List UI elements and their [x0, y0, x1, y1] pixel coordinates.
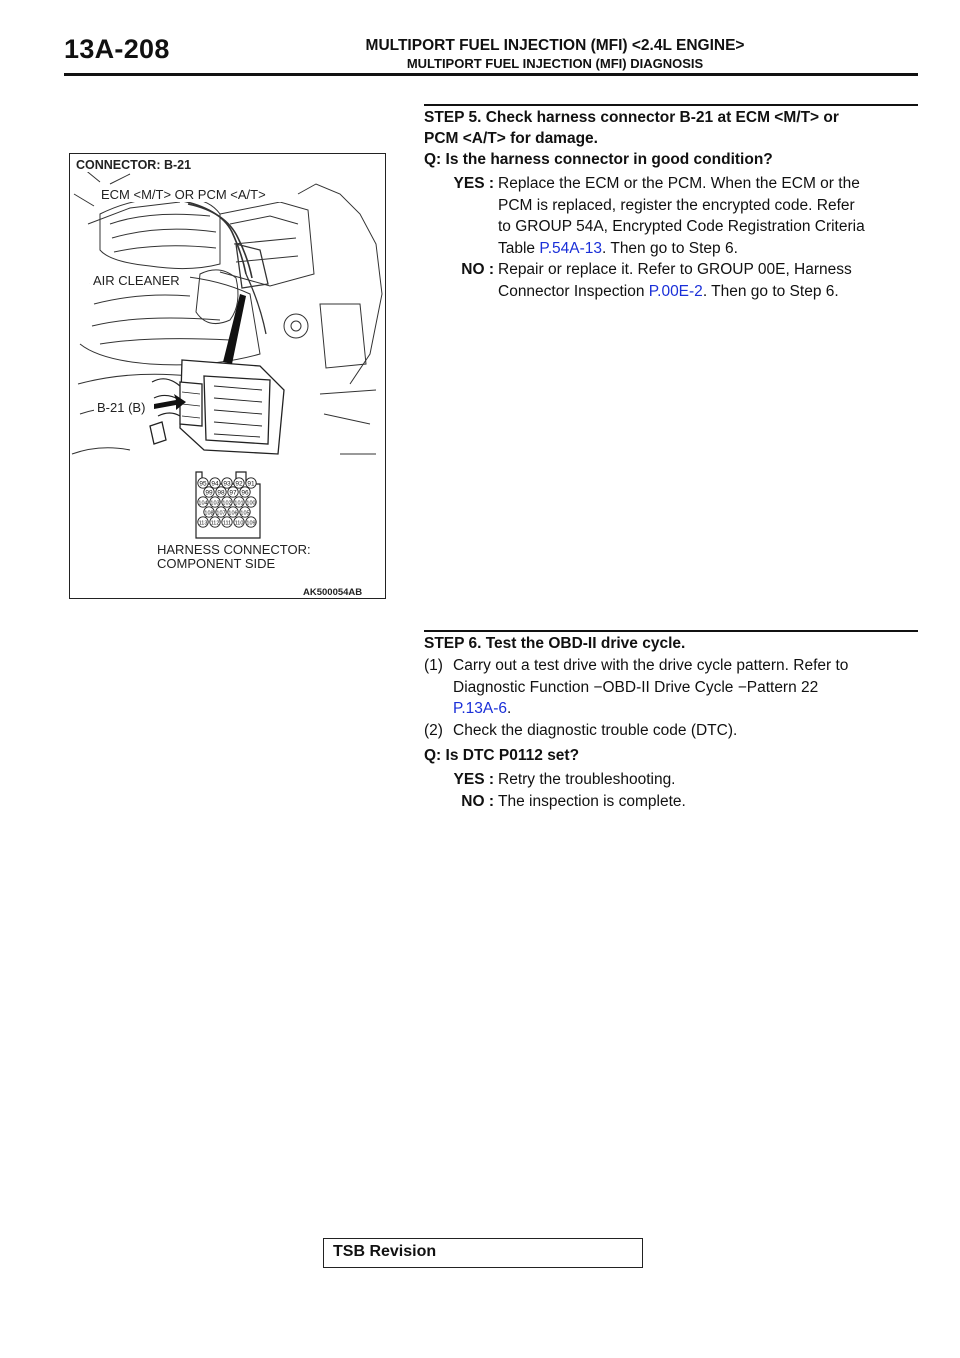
- section-subtitle: MULTIPORT FUEL INJECTION (MFI) DIAGNOSIS: [406, 56, 704, 71]
- step5-yes-line4: [498, 238, 922, 260]
- connector-label: CONNECTOR: B-21: [76, 158, 192, 172]
- pin-label: 105: [240, 510, 250, 517]
- harness-label-line1: HARNESS CONNECTOR:: [157, 542, 311, 557]
- step5-no-line1: Repair or replace it. Refer to GROUP 00E, Harness: [498, 261, 852, 278]
- pin-label: 104: [198, 500, 208, 507]
- step5-no-line2: [498, 281, 922, 303]
- pointer-arrow: [223, 294, 246, 364]
- step5-yes-line1: Replace the ECM or the PCM. When the ECM or the: [498, 175, 860, 192]
- step5-heading-line1: STEP 5. Check harness connector B-21 at ECM <M/T> or: [424, 109, 839, 126]
- pin-label: 106: [228, 510, 238, 517]
- pin-label: 102: [222, 500, 232, 507]
- tsb-revision-label: TSB Revision: [333, 1243, 437, 1260]
- step5-rule: [424, 104, 918, 106]
- pin-label: 109: [246, 520, 256, 527]
- text-span: . Then go to Step 6.: [602, 239, 738, 257]
- pin-label: 96: [241, 489, 249, 497]
- ecm-label: ECM <M/T> OR PCM <A/T>: [101, 187, 266, 202]
- step6-heading: STEP 6. Test the OBD-II drive cycle.: [424, 635, 686, 652]
- ref-link-13a-6[interactable]: P.13A-6: [453, 700, 508, 717]
- figure-code: AK500054AB: [303, 587, 363, 598]
- step5-heading-line2: PCM <A/T> for damage.: [424, 130, 598, 147]
- pin-label: 98: [217, 489, 225, 497]
- pin-label: 113: [198, 520, 208, 527]
- step6-item2-number: (2): [424, 721, 443, 739]
- pin-label: 107: [216, 510, 226, 517]
- pin-label: 111: [222, 520, 232, 527]
- pin-label: 101: [234, 500, 244, 507]
- step6-item1-line2: Diagnostic Function −OBD-II Drive Cycle −Pattern 22: [453, 678, 819, 696]
- connector-figure: [69, 153, 386, 599]
- header-rule: [64, 73, 918, 76]
- step5-yes-line2: PCM is replaced, register the encrypted code. Refer: [498, 196, 855, 214]
- step6-yes-text: Retry the troubleshooting.: [498, 771, 676, 788]
- pin-label: 103: [210, 500, 220, 507]
- step6-no-text: The inspection is complete.: [498, 792, 686, 810]
- step6-item2-text: Check the diagnostic trouble code (DTC).: [453, 721, 738, 739]
- connector-callout: B-21 (B): [97, 400, 146, 415]
- pin-label: 92: [235, 480, 243, 488]
- step6-question: Q: Is DTC P0112 set?: [424, 747, 580, 764]
- pin-label: 110: [234, 520, 244, 527]
- step6-item1-line3: [453, 698, 923, 720]
- pin-label: 112: [210, 520, 220, 527]
- step6-no-label: NO :: [461, 792, 494, 810]
- harness-label-line2: COMPONENT SIDE: [157, 556, 276, 571]
- step6-rule: [424, 630, 918, 632]
- pin-label: 108: [204, 510, 214, 517]
- step5-yes-label: YES :: [453, 175, 494, 192]
- pin-label: 100: [246, 500, 256, 507]
- ref-link-00e-2[interactable]: P.00E-2: [648, 282, 703, 300]
- text-span: . Then go to Step 6.: [702, 282, 839, 300]
- pin-label: 95: [199, 480, 207, 488]
- step6-item1-number: (1): [424, 657, 443, 674]
- text-span: .: [507, 700, 512, 717]
- pin-label: 99: [205, 489, 213, 497]
- page-number: 13A-208: [64, 34, 170, 64]
- text-span: Connector Inspection: [498, 282, 649, 300]
- step5-question: Q: Is the harness connector in good condition?: [424, 151, 773, 168]
- step6-yes-label: YES :: [453, 771, 494, 788]
- air-cleaner-label: AIR CLEANER: [93, 273, 180, 288]
- pin-label: 91: [247, 480, 255, 488]
- text-span: Table: [498, 239, 540, 257]
- step5-yes-line3: to GROUP 54A, Encrypted Code Registration Criteria: [498, 218, 865, 235]
- section-title: MULTIPORT FUEL INJECTION (MFI) <2.4L ENGINE>: [365, 37, 745, 54]
- ref-link-54a-13[interactable]: P.54A-13: [539, 239, 603, 257]
- engine-bay-illustration: [70, 154, 386, 599]
- step6-item1-line1: Carry out a test drive with the drive cycle pattern. Refer to: [453, 657, 849, 674]
- pin-label: 93: [223, 480, 231, 488]
- step5-no-label: NO :: [461, 261, 494, 278]
- pin-label: 94: [211, 480, 219, 488]
- pin-label: 97: [229, 489, 237, 497]
